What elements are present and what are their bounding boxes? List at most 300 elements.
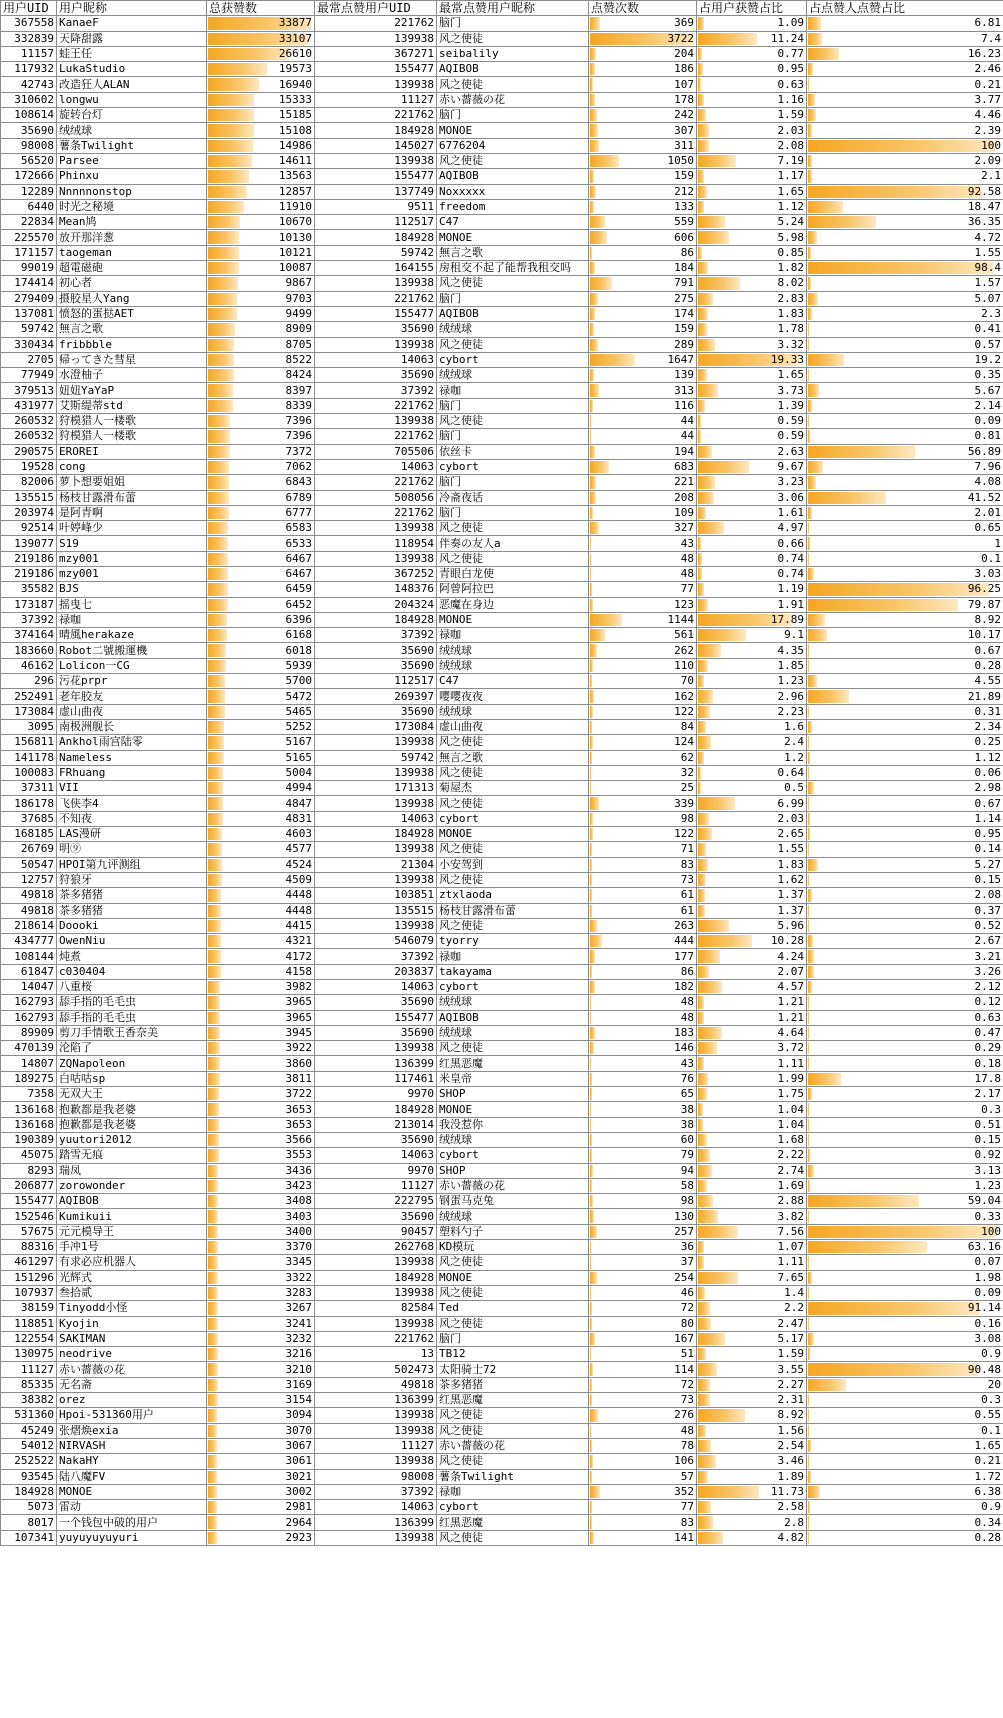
cell-top-liker-uid: 221762 [315, 398, 437, 413]
cell-like-count [589, 566, 697, 581]
cell-value: 1.59 [777, 108, 804, 122]
cell-uid: 77949 [1, 368, 57, 383]
cell-value: 0.64 [777, 765, 804, 779]
table-row [1, 689, 1003, 704]
cell-liker-ratio [807, 291, 1003, 306]
cell-user-ratio [697, 1270, 807, 1285]
cell-liker-ratio [807, 628, 1003, 643]
cell-user-ratio [697, 658, 807, 673]
cell-uid: 260532 [1, 429, 57, 444]
cell-uid: 310602 [1, 92, 57, 107]
cell-top-liker-nickname: 风之使徒 [437, 153, 589, 168]
cell-uid: 374164 [1, 628, 57, 643]
cell-value: 2.54 [777, 1439, 804, 1453]
cell-liker-ratio [807, 612, 1003, 627]
cell-value: 0.92 [974, 1148, 1001, 1162]
cell-value: 0.95 [974, 827, 1001, 841]
cell-total-likes [207, 1209, 315, 1224]
cell-top-liker-nickname: 风之使徒 [437, 521, 589, 536]
cell-top-liker-nickname: tyorry [437, 934, 589, 949]
cell-value: 0.09 [974, 1286, 1001, 1300]
cell-like-count [589, 475, 697, 490]
cell-total-likes [207, 398, 315, 413]
cell-value: 1.82 [777, 261, 804, 275]
cell-value: 48 [680, 551, 694, 565]
cell-uid: 168185 [1, 827, 57, 842]
cell-uid: 45075 [1, 1148, 57, 1163]
cell-value: 1.56 [777, 1423, 804, 1437]
cell-user-ratio [697, 398, 807, 413]
cell-user-ratio [697, 521, 807, 536]
cell-total-likes [207, 1224, 315, 1239]
cell-nickname: zorowonder [57, 1178, 207, 1193]
cell-total-likes [207, 1530, 315, 1545]
cell-liker-ratio [807, 1331, 1003, 1346]
cell-top-liker-nickname: 脑门 [437, 108, 589, 123]
cell-like-count [589, 1102, 697, 1117]
cell-top-liker-nickname: cybort [437, 1500, 589, 1515]
cell-value: 3400 [285, 1224, 312, 1238]
cell-value: 3267 [285, 1301, 312, 1315]
table-row [1, 1530, 1003, 1545]
cell-total-likes [207, 261, 315, 276]
cell-like-count [589, 31, 697, 46]
cell-uid: 12289 [1, 184, 57, 199]
cell-user-ratio [697, 505, 807, 520]
cell-value: 3241 [285, 1316, 312, 1330]
cell-total-likes [207, 796, 315, 811]
cell-value: 254 [674, 1270, 694, 1284]
cell-top-liker-uid: 213014 [315, 1117, 437, 1132]
cell-value: 3021 [285, 1469, 312, 1483]
cell-total-likes [207, 934, 315, 949]
cell-like-count [589, 1087, 697, 1102]
cell-uid: 19528 [1, 459, 57, 474]
cell-top-liker-nickname: 青眼白龙使 [437, 566, 589, 581]
table-row [1, 261, 1003, 276]
table-row [1, 475, 1003, 490]
cell-value: 6789 [285, 490, 312, 504]
cell-value: 5465 [285, 704, 312, 718]
cell-value: 159 [674, 322, 694, 336]
cell-uid: 56520 [1, 153, 57, 168]
cell-like-count [589, 1469, 697, 1484]
cell-liker-ratio [807, 781, 1003, 796]
cell-nickname: 白咕咕sp [57, 1071, 207, 1086]
cell-top-liker-nickname: 禄咖 [437, 628, 589, 643]
cell-top-liker-nickname: MONOE [437, 612, 589, 627]
cell-liker-ratio [807, 306, 1003, 321]
cell-top-liker-nickname: AQIBOB [437, 62, 589, 77]
cell-liker-ratio [807, 1163, 1003, 1178]
cell-total-likes [207, 689, 315, 704]
table-row [1, 199, 1003, 214]
cell-total-likes [207, 322, 315, 337]
cell-user-ratio [697, 735, 807, 750]
cell-nickname: 无双大王 [57, 1087, 207, 1102]
cell-user-ratio [697, 1530, 807, 1545]
cell-like-count [589, 1224, 697, 1239]
cell-nickname: S19 [57, 536, 207, 551]
cell-top-liker-uid: 139938 [315, 1423, 437, 1438]
cell-total-likes [207, 1377, 315, 1392]
cell-like-count [589, 949, 697, 964]
cell-liker-ratio [807, 31, 1003, 46]
cell-liker-ratio [807, 414, 1003, 429]
cell-liker-ratio [807, 1148, 1003, 1163]
cell-value: 139 [674, 368, 694, 382]
cell-value: 6533 [285, 536, 312, 550]
cell-value: 3067 [285, 1439, 312, 1453]
cell-like-count [589, 1117, 697, 1132]
cell-liker-ratio [807, 1347, 1003, 1362]
cell-user-ratio [697, 490, 807, 505]
cell-total-likes [207, 16, 315, 31]
cell-top-liker-nickname: 茶多猪猪 [437, 1377, 589, 1392]
cell-uid: 173084 [1, 704, 57, 719]
cell-liker-ratio [807, 796, 1003, 811]
cell-user-ratio [697, 612, 807, 627]
table-row [1, 857, 1003, 872]
cell-value: 3210 [285, 1362, 312, 1376]
cell-total-likes [207, 215, 315, 230]
table-row [1, 16, 1003, 31]
cell-top-liker-uid: 9970 [315, 1087, 437, 1102]
cell-nickname: 陆八魔FV [57, 1469, 207, 1484]
cell-value: 19573 [278, 62, 312, 76]
table-row [1, 1454, 1003, 1469]
cell-uid: 206877 [1, 1178, 57, 1193]
table-row [1, 1408, 1003, 1423]
table-row [1, 827, 1003, 842]
cell-value: 3.06 [777, 490, 804, 504]
cell-liker-ratio [807, 1255, 1003, 1270]
cell-top-liker-nickname: AQIBOB [437, 306, 589, 321]
cell-user-ratio [697, 92, 807, 107]
cell-nickname: 摇曳七 [57, 597, 207, 612]
cell-uid: 8017 [1, 1515, 57, 1530]
cell-top-liker-nickname: Ted [437, 1301, 589, 1316]
cell-value: 3553 [285, 1148, 312, 1162]
cell-value: 174 [674, 307, 694, 321]
cell-like-count [589, 368, 697, 383]
cell-top-liker-nickname: MONOE [437, 827, 589, 842]
cell-value: 5252 [285, 720, 312, 734]
cell-value: 3653 [285, 1117, 312, 1131]
cell-like-count [589, 964, 697, 979]
cell-nickname: Ankhol雨宫陆零 [57, 735, 207, 750]
cell-uid: 332839 [1, 31, 57, 46]
cell-top-liker-nickname: 风之使徒 [437, 551, 589, 566]
cell-like-count [589, 108, 697, 123]
cell-value: 19.2 [974, 352, 1001, 366]
cell-value: 1.11 [777, 1056, 804, 1070]
cell-nickname: 炖煮 [57, 949, 207, 964]
cell-value: 2.58 [777, 1500, 804, 1514]
cell-like-count [589, 1285, 697, 1300]
cell-top-liker-nickname: 风之使徒 [437, 765, 589, 780]
cell-like-count [589, 1301, 697, 1316]
cell-total-likes [207, 658, 315, 673]
cell-like-count [589, 261, 697, 276]
cell-liker-ratio [807, 1393, 1003, 1408]
cell-like-count [589, 521, 697, 536]
cell-value: 114 [674, 1362, 694, 1376]
cell-top-liker-nickname: cybort [437, 459, 589, 474]
cell-top-liker-nickname: 风之使徒 [437, 1255, 589, 1270]
cell-value: 58 [680, 1179, 694, 1192]
cell-value: 3061 [285, 1454, 312, 1468]
cell-uid: 42743 [1, 77, 57, 92]
header-row [1, 1, 1003, 16]
cell-value: 8909 [285, 322, 312, 336]
cell-user-ratio [697, 1454, 807, 1469]
cell-value: 123 [674, 597, 694, 611]
cell-top-liker-uid: 118954 [315, 536, 437, 551]
cell-user-ratio [697, 1209, 807, 1224]
cell-liker-ratio [807, 566, 1003, 581]
cell-liker-ratio [807, 1041, 1003, 1056]
cell-value: 0.14 [974, 842, 1001, 856]
cell-top-liker-nickname: 钢蛋马克兔 [437, 1194, 589, 1209]
cell-value: 1.99 [777, 1071, 804, 1085]
cell-nickname: 杨枝甘露滑布蕾 [57, 490, 207, 505]
cell-total-likes [207, 1178, 315, 1193]
cell-value: 3.55 [777, 1362, 804, 1376]
table-row [1, 1500, 1003, 1515]
cell-value: 3.23 [777, 475, 804, 489]
table-row [1, 429, 1003, 444]
cell-top-liker-nickname: 脑门 [437, 1331, 589, 1346]
cell-value: 79 [680, 1148, 694, 1162]
table-row [1, 582, 1003, 597]
cell-value: 72 [680, 1301, 694, 1315]
cell-value: 2964 [285, 1515, 312, 1529]
cell-user-ratio [697, 1163, 807, 1178]
cell-top-liker-uid: 35690 [315, 995, 437, 1010]
cell-value: 1.65 [777, 368, 804, 382]
cell-value: 3965 [285, 995, 312, 1009]
cell-total-likes [207, 368, 315, 383]
cell-nickname: 一个钱包中破的用户 [57, 1515, 207, 1530]
table-row [1, 138, 1003, 153]
cell-value: 96.25 [967, 582, 1001, 596]
cell-user-ratio [697, 1194, 807, 1209]
cell-nickname: 無言之歌 [57, 322, 207, 337]
cell-top-liker-nickname: 风之使徒 [437, 796, 589, 811]
cell-uid: 296 [1, 674, 57, 689]
cell-like-count [589, 674, 697, 689]
table-row [1, 1469, 1003, 1484]
cell-liker-ratio [807, 77, 1003, 92]
cell-top-liker-uid: 35690 [315, 643, 437, 658]
cell-uid: 379513 [1, 383, 57, 398]
cell-top-liker-uid: 204324 [315, 597, 437, 612]
cell-value: 59.04 [967, 1194, 1001, 1208]
cell-liker-ratio [807, 337, 1003, 352]
cell-nickname: BJS [57, 582, 207, 597]
cell-nickname: NIRVASH [57, 1438, 207, 1453]
cell-value: 1.16 [777, 92, 804, 106]
cell-top-liker-nickname: 薯条Twilight [437, 1469, 589, 1484]
table-row [1, 337, 1003, 352]
cell-top-liker-uid: 49818 [315, 1377, 437, 1392]
cell-uid: 35582 [1, 582, 57, 597]
cell-top-liker-nickname: 太阳骑士72 [437, 1362, 589, 1377]
cell-total-likes [207, 1347, 315, 1362]
cell-value: 77 [680, 1500, 694, 1514]
cell-user-ratio [697, 1041, 807, 1056]
cell-like-count [589, 199, 697, 214]
cell-liker-ratio [807, 1285, 1003, 1300]
cell-nickname: 元元模导王 [57, 1224, 207, 1239]
cell-user-ratio [697, 888, 807, 903]
table-row [1, 934, 1003, 949]
cell-value: 8.92 [777, 1408, 804, 1422]
cell-value: 3070 [285, 1423, 312, 1437]
cell-uid: 14807 [1, 1056, 57, 1071]
cell-liker-ratio [807, 16, 1003, 31]
cell-user-ratio [697, 689, 807, 704]
cell-user-ratio [697, 199, 807, 214]
cell-top-liker-nickname: 风之使徒 [437, 735, 589, 750]
cell-uid: 82006 [1, 475, 57, 490]
cell-uid: 139077 [1, 536, 57, 551]
cell-value: 1.85 [777, 658, 804, 672]
cell-value: 10670 [278, 215, 312, 229]
table-row [1, 536, 1003, 551]
cell-total-likes [207, 1056, 315, 1071]
cell-total-likes [207, 628, 315, 643]
cell-like-count [589, 1347, 697, 1362]
cell-value: 46 [680, 1286, 694, 1300]
cell-liker-ratio [807, 383, 1003, 398]
cell-uid: 26769 [1, 842, 57, 857]
cell-like-count [589, 62, 697, 77]
cell-user-ratio [697, 1010, 807, 1025]
table-row [1, 276, 1003, 291]
cell-uid: 218614 [1, 918, 57, 933]
cell-value: 1.89 [777, 1469, 804, 1483]
cell-value: 6452 [285, 597, 312, 611]
cell-value: 7396 [285, 429, 312, 443]
cell-uid: 141178 [1, 750, 57, 765]
cell-like-count [589, 306, 697, 321]
cell-top-liker-nickname: 风之使徒 [437, 1316, 589, 1331]
header-top-liker-uid: 最常点赞用户UID [315, 1, 437, 16]
cell-value: 2.03 [777, 811, 804, 825]
cell-value: 109 [674, 505, 694, 519]
cell-like-count [589, 857, 697, 872]
cell-value: 3860 [285, 1056, 312, 1070]
cell-total-likes [207, 735, 315, 750]
cell-value: 5.24 [777, 215, 804, 229]
cell-nickname: taogeman [57, 245, 207, 260]
cell-value: 3094 [285, 1408, 312, 1422]
cell-top-liker-uid: 139938 [315, 796, 437, 811]
cell-top-liker-nickname: freedom [437, 199, 589, 214]
cell-value: 3811 [285, 1071, 312, 1085]
cell-value: 5.27 [974, 857, 1001, 871]
cell-like-count [589, 689, 697, 704]
cell-liker-ratio [807, 1469, 1003, 1484]
cell-value: 0.66 [777, 536, 804, 550]
cell-total-likes [207, 536, 315, 551]
cell-value: 4172 [285, 949, 312, 963]
cell-top-liker-nickname: 伴奏の友人a [437, 536, 589, 551]
cell-like-count [589, 1132, 697, 1147]
cell-value: 5165 [285, 750, 312, 764]
cell-total-likes [207, 475, 315, 490]
cell-nickname: FRhuang [57, 765, 207, 780]
cell-value: 3922 [285, 1041, 312, 1055]
cell-value: 1.55 [777, 842, 804, 856]
cell-uid: 12757 [1, 872, 57, 887]
cell-total-likes [207, 1010, 315, 1025]
cell-user-ratio [697, 1469, 807, 1484]
cell-top-liker-uid: 90457 [315, 1224, 437, 1239]
cell-uid: 172666 [1, 169, 57, 184]
cell-like-count [589, 1331, 697, 1346]
cell-value: 0.95 [777, 62, 804, 76]
cell-liker-ratio [807, 1362, 1003, 1377]
cell-value: 0.12 [974, 995, 1001, 1009]
cell-uid: 92514 [1, 521, 57, 536]
cell-uid: 431977 [1, 398, 57, 413]
cell-top-liker-uid: 139938 [315, 1255, 437, 1270]
cell-nickname: 张熠焕exia [57, 1423, 207, 1438]
cell-top-liker-uid: 103851 [315, 888, 437, 903]
cell-nickname: Doooki [57, 918, 207, 933]
cell-value: 194 [674, 444, 694, 458]
cell-value: 0.85 [777, 245, 804, 259]
cell-top-liker-uid: 139938 [315, 551, 437, 566]
cell-value: 0.77 [777, 47, 804, 61]
cell-uid: 2705 [1, 352, 57, 367]
cell-value: 3.46 [777, 1454, 804, 1468]
cell-uid: 219186 [1, 566, 57, 581]
cell-top-liker-uid: 11127 [315, 1178, 437, 1193]
cell-top-liker-nickname: cybort [437, 980, 589, 995]
cell-top-liker-uid: 112517 [315, 215, 437, 230]
cell-nickname: 老年胶友 [57, 689, 207, 704]
cell-value: 0.55 [974, 1408, 1001, 1422]
cell-value: 7.4 [981, 31, 1001, 45]
cell-total-likes [207, 383, 315, 398]
cell-value: 63.16 [967, 1240, 1001, 1254]
cell-uid: 189275 [1, 1071, 57, 1086]
table-row [1, 123, 1003, 138]
cell-top-liker-uid: 136399 [315, 1056, 437, 1071]
cell-value: 2.12 [974, 980, 1001, 994]
cell-total-likes [207, 276, 315, 291]
table-row [1, 1163, 1003, 1178]
cell-value: 98 [680, 1194, 694, 1208]
cell-user-ratio [697, 781, 807, 796]
cell-user-ratio [697, 123, 807, 138]
cell-top-liker-uid: 14063 [315, 459, 437, 474]
cell-value: 4.35 [777, 643, 804, 657]
cell-uid: 173187 [1, 597, 57, 612]
cell-uid: 461297 [1, 1255, 57, 1270]
cell-value: 2981 [285, 1500, 312, 1514]
cell-total-likes [207, 888, 315, 903]
cell-user-ratio [697, 551, 807, 566]
cell-like-count [589, 551, 697, 566]
cell-uid: 171157 [1, 245, 57, 260]
cell-total-likes [207, 521, 315, 536]
cell-value: 8.02 [777, 276, 804, 290]
